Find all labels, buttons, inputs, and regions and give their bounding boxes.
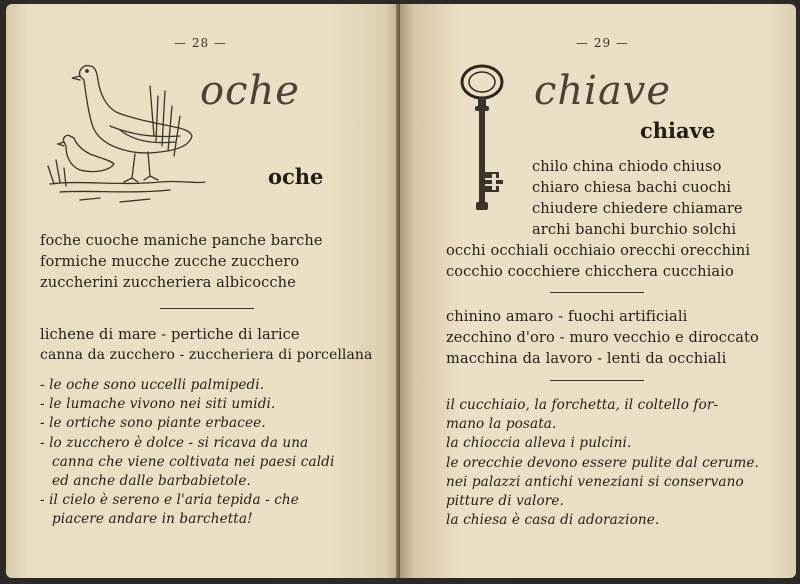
- phrase-line: macchina da lavoro - lenti da occhiali: [446, 350, 727, 367]
- sentence-line: la chiesa è casa di adorazione.: [446, 512, 660, 529]
- divider: [550, 292, 644, 293]
- phrase-line: zecchino d'oro - muro vecchio e diroccato: [446, 329, 759, 346]
- sentence-line: le orecchie devono essere pulite dal cerume.: [446, 454, 759, 471]
- sentence-line: - le oche sono uccelli palmipedi.: [40, 377, 265, 393]
- sentence-line: nei palazzi antichi veneziani si conservano: [446, 473, 744, 490]
- word-list: [40, 230, 323, 293]
- right-page: [400, 4, 796, 578]
- left-page: [6, 4, 400, 578]
- sentence-list: [446, 396, 759, 530]
- print-heading: oche: [268, 164, 324, 189]
- word-line: formiche mucche zucche zucchero: [40, 253, 300, 270]
- phrase-line: canna da zucchero - zuccheriera di porcellana: [40, 347, 373, 363]
- sentence-line: la chioccia alleva i pulcini.: [446, 435, 632, 452]
- word-line: chiudere chiedere chiamare: [532, 200, 743, 217]
- phrase-line: chinino amaro - fuochi artificiali: [446, 308, 688, 325]
- sentence-line: canna che viene coltivata nei paesi caldi: [52, 453, 335, 470]
- sentence-line: pitture di valore.: [446, 493, 564, 510]
- phrase-list: [446, 306, 759, 369]
- page-number: — 28 —: [174, 36, 227, 50]
- word-line: zuccherini zuccheriera albicocche: [40, 274, 296, 291]
- indented-word-list: [532, 156, 743, 240]
- sentence-line: - il cielo è sereno e l'aria tepida - che: [40, 492, 299, 509]
- divider: [160, 308, 254, 309]
- script-heading: chiave: [534, 68, 672, 114]
- script-heading: oche: [200, 68, 300, 114]
- sentence-line: mano la posata.: [446, 416, 557, 433]
- sentence-line: - le lumache vivono nei siti umidi.: [40, 396, 276, 413]
- sentence-line: ed anche dalle barbabietole.: [52, 473, 251, 490]
- divider: [550, 380, 644, 381]
- word-line: foche cuoche maniche panche barche: [40, 232, 323, 249]
- sentence-line: il cucchiaio, la forchetta, il coltello for-: [446, 397, 719, 413]
- sentence-line: piacere andare in barchetta!: [52, 511, 253, 528]
- word-line: cocchio cocchiere chicchera cucchiaio: [446, 263, 734, 280]
- sentence-list: [40, 376, 334, 530]
- key-illustration: [456, 60, 516, 220]
- word-line: occhi occhiali occhiaio orecchi orecchini: [446, 242, 751, 259]
- word-line: chilo china chiodo chiuso: [532, 158, 722, 175]
- word-line: chiaro chiesa bachi cuochi: [532, 179, 732, 196]
- goose-illustration: [40, 56, 210, 216]
- phrase-list: [40, 324, 373, 366]
- sentence-line: - lo zucchero è dolce - si ricava da una: [40, 434, 309, 451]
- phrase-line: lichene di mare - pertiche di larice: [40, 326, 300, 343]
- sentence-line: - le ortiche sono piante erbacee.: [40, 415, 266, 432]
- word-list: [446, 240, 750, 282]
- word-line: archi banchi burchio solchi: [532, 221, 737, 238]
- page-number: — 29 —: [576, 36, 629, 50]
- print-heading: chiave: [640, 118, 716, 143]
